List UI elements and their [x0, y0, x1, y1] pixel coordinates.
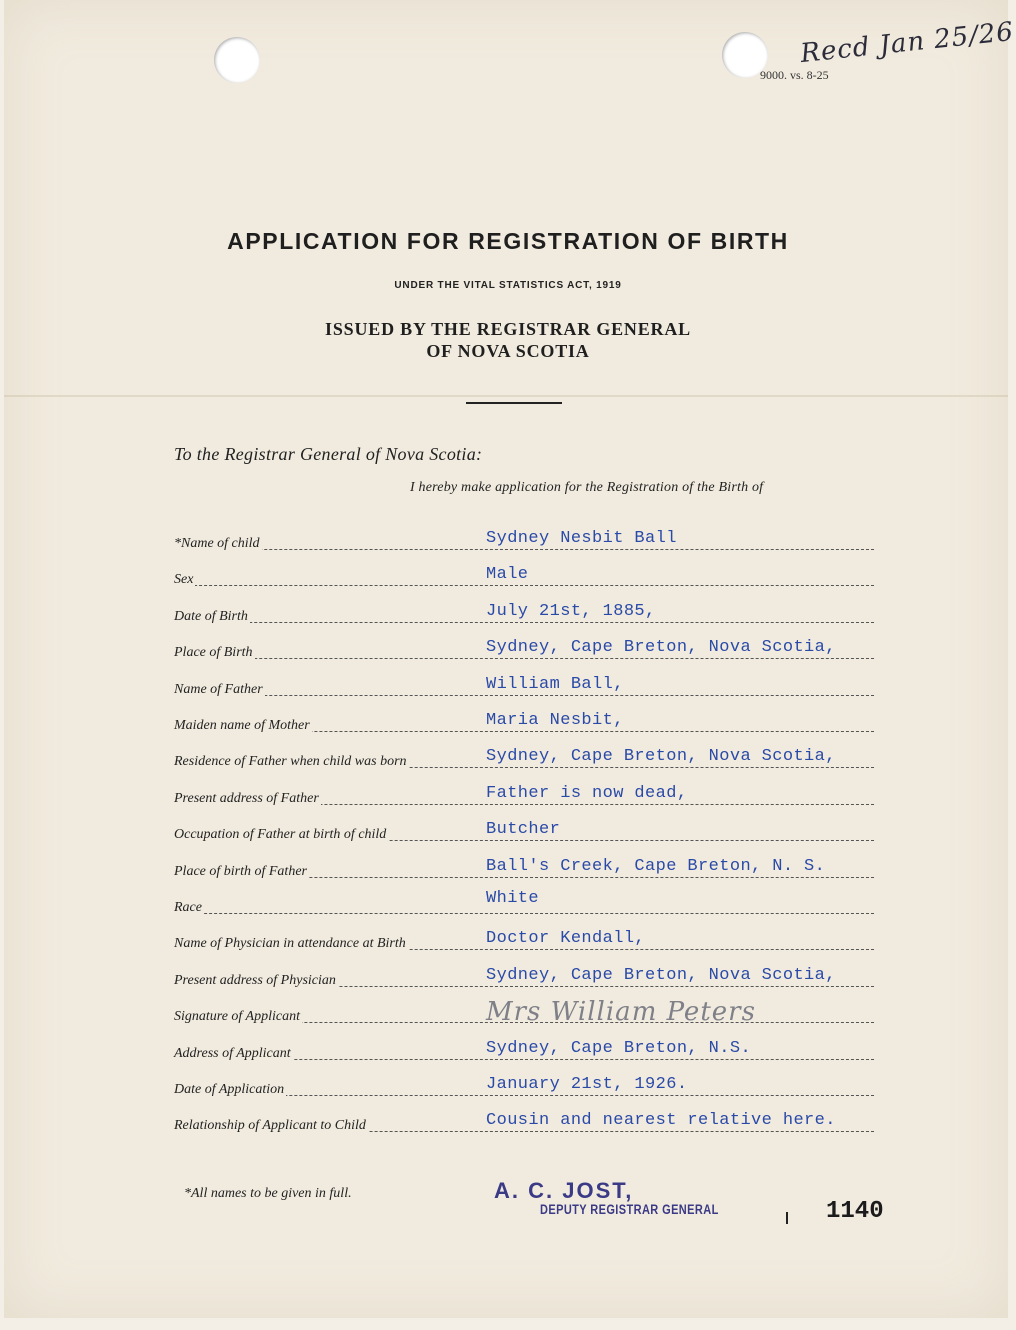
- field-value: Sydney Nesbit Ball: [486, 529, 677, 548]
- field-value: July 21st, 1885,: [486, 602, 656, 621]
- field-date-of-application: [174, 1072, 874, 1102]
- field-label: Present address of Physician: [174, 973, 336, 988]
- issuer-line-2: OF NOVA SCOTIA: [426, 341, 590, 361]
- field-present-address-of-father: [174, 781, 874, 811]
- field-label: Date of Birth: [174, 609, 248, 624]
- field-value: White: [486, 889, 540, 908]
- dotted-line: [174, 549, 874, 550]
- field-place-of-birth-of-father: [174, 854, 874, 884]
- issuer-line-1: ISSUED BY THE REGISTRAR GENERAL: [325, 319, 691, 339]
- field-value: Sydney, Cape Breton, Nova Scotia,: [486, 638, 836, 657]
- field-label: Residence of Father when child was born: [174, 754, 407, 769]
- field-value: Sydney, Cape Breton, Nova Scotia,: [486, 966, 836, 985]
- dotted-line: [174, 585, 874, 586]
- field-value: William Ball,: [486, 675, 624, 694]
- field-sex: [174, 562, 874, 592]
- dotted-line: [174, 622, 874, 623]
- field-relationship-of-applicant: [174, 1108, 874, 1138]
- field-value: Father is now dead,: [486, 784, 688, 803]
- stamp-name: A. C. JOST,: [494, 1178, 634, 1203]
- field-label: Relationship of Applicant to Child: [174, 1118, 366, 1133]
- field-value: Male: [486, 565, 529, 584]
- applicant-signature: Mrs William Peters: [486, 997, 756, 1027]
- salutation: To the Registrar General of Nova Scotia:: [174, 444, 483, 464]
- dotted-line: [174, 695, 874, 696]
- footnote: *All names to be given in full.: [184, 1186, 352, 1201]
- field-value: Cousin and nearest relative here.: [486, 1111, 836, 1130]
- field-label: Address of Applicant: [174, 1046, 291, 1061]
- field-name-of-father: [174, 672, 874, 702]
- field-label: Name of Father: [174, 682, 263, 697]
- field-value: Sydney, Cape Breton, N.S.: [486, 1039, 752, 1058]
- field-place-of-birth: [174, 635, 874, 665]
- intro-text: I hereby make application for the Registration of the Birth of: [410, 480, 764, 495]
- field-name-of-child: [174, 526, 874, 556]
- field-label: Signature of Applicant: [174, 1009, 300, 1024]
- field-address-of-applicant: [174, 1036, 874, 1066]
- title-rule: [466, 402, 562, 404]
- handwritten-note: Recd Jan 25/26: [799, 16, 1016, 70]
- field-signature-of-applicant: [174, 999, 874, 1029]
- punch-hole: [214, 37, 260, 83]
- field-label: Present address of Father: [174, 791, 319, 806]
- pencil-mark: [786, 1212, 788, 1224]
- field-label: Maiden name of Mother: [174, 718, 310, 733]
- field-label: Place of birth of Father: [174, 864, 307, 879]
- field-name-of-physician: [174, 926, 874, 956]
- field-value: Butcher: [486, 820, 561, 839]
- issuer: [0, 318, 1016, 362]
- field-residence-of-father: [174, 744, 874, 774]
- field-label: Name of Physician in attendance at Birth: [174, 936, 406, 951]
- registration-number: 1140: [826, 1198, 884, 1225]
- field-label: Sex: [174, 572, 194, 587]
- field-value: Sydney, Cape Breton, Nova Scotia,: [486, 747, 836, 766]
- field-present-address-of-physician: [174, 963, 874, 993]
- dotted-line: [174, 658, 874, 659]
- field-maiden-name-of-mother: [174, 708, 874, 738]
- field-label: Race: [174, 900, 202, 915]
- field-label: *Name of child: [174, 536, 260, 551]
- document-subtitle: UNDER THE VITAL STATISTICS ACT, 1919: [394, 280, 622, 291]
- field-value: Doctor Kendall,: [486, 929, 646, 948]
- paper-fold: [4, 395, 1008, 397]
- field-value: Maria Nesbit,: [486, 711, 624, 730]
- field-label: Occupation of Father at birth of child: [174, 827, 387, 842]
- field-label: Date of Application: [174, 1082, 285, 1097]
- stamp-title: DEPUTY REGISTRAR GENERAL: [540, 1202, 719, 1218]
- dotted-line: [174, 913, 874, 914]
- field-label: Place of Birth: [174, 645, 253, 660]
- form-code: 9000. vs. 8-25: [760, 68, 829, 82]
- field-race: [174, 890, 874, 920]
- field-occupation-of-father: [174, 817, 874, 847]
- field-date-of-birth: [174, 599, 874, 629]
- document-title: APPLICATION FOR REGISTRATION OF BIRTH: [227, 228, 789, 254]
- field-value: January 21st, 1926.: [486, 1075, 688, 1094]
- field-value: Ball's Creek, Cape Breton, N. S.: [486, 857, 826, 876]
